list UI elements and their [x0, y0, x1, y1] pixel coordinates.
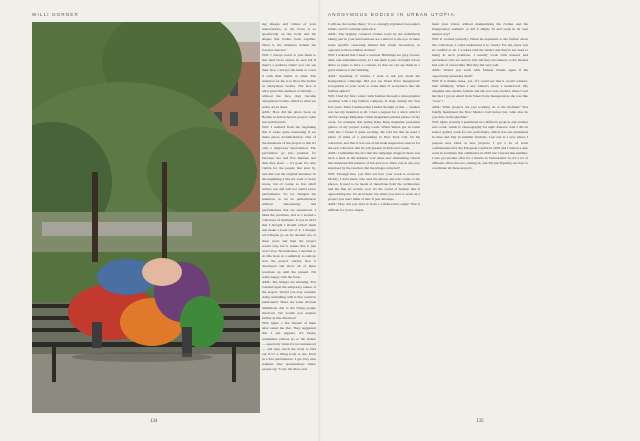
paragraph: ing images and videos of your interventions, as the focus is so specifically on the body and the shapes that bodies form together. What is the intention behind the faceless dancers? [262, 22, 316, 52]
paragraph: AML: Would you work with fashion brands again if the opportunity presented itself? [432, 68, 528, 78]
paragraph: WD: I had my first contact with fashion through a photographer working with a big fashion company in Italy, during my first few years. Then I realised that I hadn't thought of this — fashion was not my intention at all. I had a request for a show which I did for Garage Magazine. Other magazines printed photos of my work, for example this spring King King magazine presented photos of my project Living room. When Simon got in touch with me, I found it quite exciting. He told me that he used a photo of mine of a performing in New York City for his collection, and that it was one of his main inspiration sources for the new collection that he will present in Paris next week. [328, 94, 420, 150]
paragraph: WD: I realised that I need a contrast. Buildings are grey, brown, dark, and sometimes black, so I ask them to put on bright colour shirts or pants to have a contrast, so that we can see them in a good relation to the building. [328, 52, 420, 73]
paragraph: AML: I remember the fact that the campaign dropped; there was such a buzz in the industry over these new stimulating visuals that mastered this balance of fun and cool. Were you in any way surprised by the reaction that the images attracted? [328, 150, 420, 171]
paragraph: WD: If it makes sense, yes. If I could see that it would connect, then definitely. When I saw Simon's work, I understood. My daughter also studies fashion and she was very excited, when I told her that I got an email from Street Porte Inaugaration, she was like "wow"! [432, 78, 528, 104]
photo-illustration [32, 22, 260, 413]
paragraph: AML: What projects are you working on at the moment? You briefly mentioned the New Mexico trail before but, what else do you have in the pipeline? [432, 104, 528, 119]
page-number-right: 135 [476, 419, 484, 424]
paragraph: AML: How did you land in from a collaborative angle? Was it difficult for you to imple- [328, 202, 420, 212]
paragraph: WD: Quite a few friends of mine have asked me that. They suggested that I use puppets. It's funny, sometimes visitors go to the bodies — especially when it's not announced — and they touch the body to find out if it's a living body or not. Even in a live performance. I get very nice remarks after presentations where people say "I saw the show and [262, 321, 316, 372]
paragraph: WD: Quite recently I premiered two different projects and another solo work, which is choreography for eight dancers. And I did an indoor gallery work for two performers, which was one premiered in June and July in summer festivals. Last one is a new where I prepare new ideas or new projects. I got a lot of work commissioned for the European Capital in 2018 and I started a new work in Germany that culminates in 2019 but I started this summer. I also got another offer for a theatre in Switzerland. So it's a lot of different offers that are coming in, and I'm just figuring out how to coordinate all these projects. [432, 119, 528, 171]
paragraph: I still see the bodies there," it's so strongly ingrained in people's minds, and it's actually quite nice. [328, 22, 420, 32]
paragraph: AML: The images are stunning. You touched upon the temporary nature of the project. Would you ever consider doing something with it that could be permanent? There are some obvious limitations due to the living people involved, but would you explore further in this direction? [262, 279, 316, 320]
running-head-right: ANONYMOUS BODIES IN URBAN UTOPIA [328, 12, 455, 17]
running-head-left: WILLI DORNER [32, 12, 79, 17]
page-gutter [318, 0, 322, 441]
paragraph: WD: I realised from the beginning that it looks quite interesting if we make photo documentation. One of the intentions of the project is that it's only a temporary intervention. The performers go into position for between two and five minutes and then they leave — it's gone. It's only visible for the people that pass by, and this was the original intention. In the beginning I did not want to leave traces, but of course so few small invites can and will not attend every performance. So we changed the intention, so we do performances without announcing, and performances that are announced. I liked the positions, and so I started a collection of moments. It was in 2012 that I thought I should collect them and make a book out of it. I thought we'd maybe go on for another two or three years and then the project would stop but it seems like it just won't stop. Nevertheless, I decided to do this book as a summary to sum up how the project started, how it developed and show all of these positions up until the present. I'm really happy with the book. [262, 125, 316, 279]
paragraph: AML: The brightly coloured clothes worn by the individuals taking part in your interventions are a marvel to the eye. Is there some specific reasoning behind this visual decoration, as opposed to more sombre clothes? [328, 32, 420, 52]
paragraph: ment your vision without manipulating the clothes and the Inaugaration aesthetic or did it simply fit and work in its own natural way? [432, 22, 528, 37]
paragraph: WD: Through this, you find out how your work is received. Mostly, I don't know who sees the photos and who wants to the photos. It used to be heads of musicians from the architecture and the fine art worlds, now it's the world of fashion that is approaching me. It's an honour, but when you start to work on a project you don't think of that. It just develops. [328, 171, 420, 202]
paragraph: AML: Speaking of clothes, I want to ask you about the Inaugaration campaign. Did you see Street Porte Inaugaurate' recognition of your work as some kind of acceptance into the fashion sphere? [328, 73, 420, 94]
paragraph: WD: I always teach or join them to that their faces cannot be seen but if there's a position where you can see their face, I always ask them to cover it with their hands or arms. The intention for me is to show the bodies as anonymous bodies. The face is what gives this element of identity — without the face, they become anonymous bodies, which is what we really are in cities. [262, 52, 316, 109]
text-column-2 [328, 22, 420, 414]
paragraph: AML: How did the photo book on Bodies in Urban Spaces project come into publication? [262, 109, 316, 124]
page-number-left: 134 [150, 419, 158, 424]
text-column-1 [262, 22, 316, 414]
photo-bodies-on-bench [32, 22, 260, 413]
paragraph: WD: It worked perfectly. When he explained to me further about the collections, I could understand it so clearly. For me, there was no conflict at all. I worked with the model and they're not used to being in such positions. I usually work with dancers and performers who are used to this and they are trained, so the models had a bit of a hard time. But they did very well. [432, 37, 528, 68]
text-column-3 [432, 22, 528, 414]
